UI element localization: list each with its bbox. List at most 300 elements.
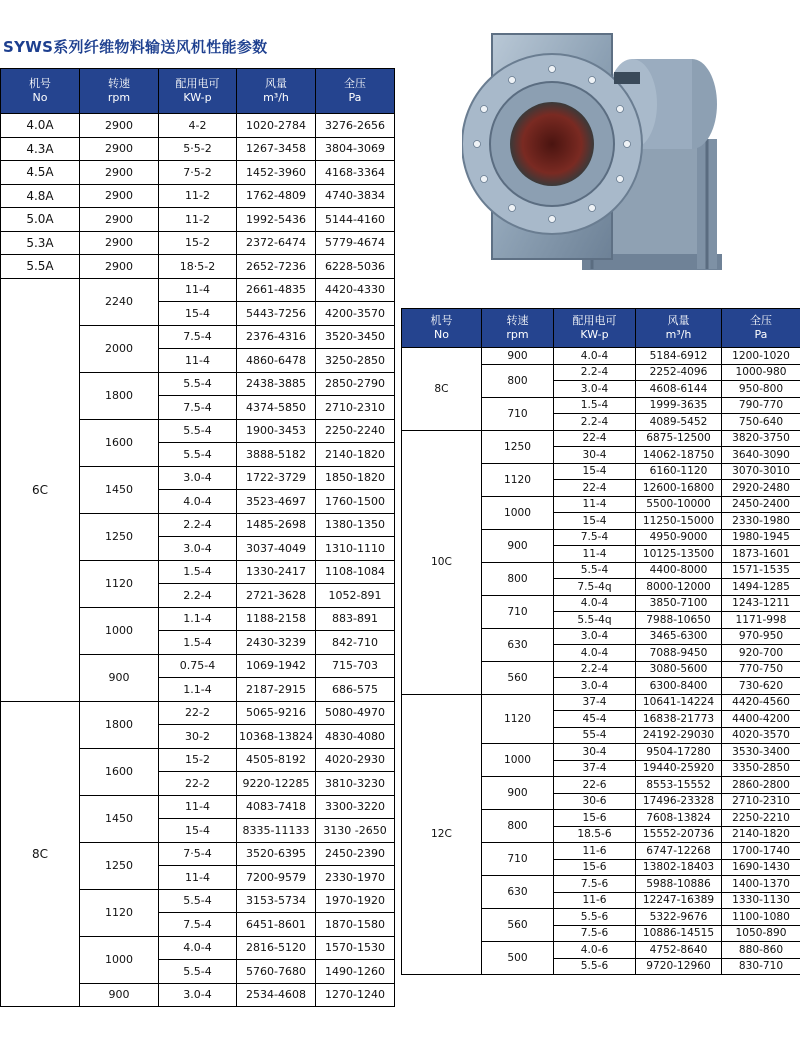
rpm-cell: 800 (482, 364, 554, 397)
motor-cell: 7.5-6 (554, 925, 636, 942)
rpm-cell: 1800 (80, 372, 159, 419)
pressure-cell: 1571-1535 (722, 562, 800, 579)
rpm-cell: 1000 (80, 936, 159, 983)
motor-cell: 7.5-4q (554, 579, 636, 596)
pressure-cell: 1700-1740 (722, 843, 800, 860)
pressure-cell: 1243-1211 (722, 595, 800, 612)
motor-cell: 5.5-6 (554, 958, 636, 975)
table-row (1, 208, 395, 232)
rpm-cell: 2900 (80, 137, 159, 161)
motor-cell: 15-2 (159, 231, 237, 255)
rpm-cell: 2900 (80, 255, 159, 279)
airflow-cell: 5443-7256 (237, 302, 316, 326)
pressure-cell: 2860-2800 (722, 777, 800, 794)
motor-cell: 11-4 (159, 795, 237, 819)
motor-cell: 3.0-4 (159, 537, 237, 561)
pressure-cell: 3276-2656 (316, 114, 395, 138)
rpm-cell: 1000 (80, 607, 159, 654)
motor-cell: 1.5-4 (159, 631, 237, 655)
motor-cell: 4.0-4 (554, 595, 636, 612)
airflow-cell: 4950-9000 (636, 529, 722, 546)
pressure-cell: 1050-890 (722, 925, 800, 942)
pressure-cell: 2140-1820 (316, 443, 395, 467)
pressure-cell: 1000-980 (722, 364, 800, 381)
motor-cell: 2.2-4 (554, 364, 636, 381)
airflow-cell: 4089-5452 (636, 414, 722, 431)
motor-cell: 2.2-4 (159, 584, 237, 608)
airflow-cell: 16838-21773 (636, 711, 722, 728)
motor-cell: 11-4 (159, 278, 237, 302)
motor-cell: 45-4 (554, 711, 636, 728)
airflow-cell: 9220-12285 (237, 772, 316, 796)
airflow-cell: 9720-12960 (636, 958, 722, 975)
pressure-cell: 3810-3230 (316, 772, 395, 796)
rpm-cell: 2900 (80, 161, 159, 185)
airflow-cell: 8553-15552 (636, 777, 722, 794)
airflow-cell: 13802-18403 (636, 859, 722, 876)
rpm-cell: 900 (482, 777, 554, 810)
pressure-cell: 4020-2930 (316, 748, 395, 772)
rpm-cell: 500 (482, 942, 554, 975)
motor-cell: 2.2-4 (554, 414, 636, 431)
motor-cell: 7.5-4 (159, 396, 237, 420)
airflow-cell: 2661-4835 (237, 278, 316, 302)
pressure-cell: 1200-1020 (722, 348, 800, 365)
motor-cell: 18·5-2 (159, 255, 237, 279)
pressure-cell: 5080-4970 (316, 701, 395, 725)
motor-cell: 5.5-6 (554, 909, 636, 926)
table-row (1, 184, 395, 208)
pressure-cell: 1171-998 (722, 612, 800, 629)
pressure-cell: 2250-2210 (722, 810, 800, 827)
airflow-cell: 1452-3960 (237, 161, 316, 185)
motor-cell: 2.2-4 (554, 661, 636, 678)
header-model: 机号 No (1, 69, 80, 114)
airflow-cell: 1330-2417 (237, 560, 316, 584)
pressure-cell: 730-620 (722, 678, 800, 695)
airflow-cell: 3080-5600 (636, 661, 722, 678)
motor-cell: 11-4 (159, 349, 237, 373)
header-rpm: 转速 rpm (80, 69, 159, 114)
airflow-cell: 4083-7418 (237, 795, 316, 819)
pressure-cell: 970-950 (722, 628, 800, 645)
airflow-cell: 7088-9450 (636, 645, 722, 662)
airflow-cell: 10641-14224 (636, 694, 722, 711)
pressure-cell: 6228-5036 (316, 255, 395, 279)
pressure-cell: 770-750 (722, 661, 800, 678)
pressure-cell: 3520-3450 (316, 325, 395, 349)
airflow-cell: 5988-10886 (636, 876, 722, 893)
rpm-cell: 710 (482, 397, 554, 430)
rpm-cell: 1600 (80, 419, 159, 466)
airflow-cell: 3465-6300 (636, 628, 722, 645)
pressure-cell: 2450-2400 (722, 496, 800, 513)
header-rpm: 转速 rpm (482, 309, 554, 348)
motor-cell: 5·5-2 (159, 137, 237, 161)
pressure-cell: 830-710 (722, 958, 800, 975)
model-cell: 5.5A (1, 255, 80, 279)
airflow-cell: 12247-16389 (636, 892, 722, 909)
rpm-cell: 900 (482, 529, 554, 562)
pressure-cell: 4420-4330 (316, 278, 395, 302)
model-cell: 4.0A (1, 114, 80, 138)
motor-cell: 22-4 (554, 430, 636, 447)
rpm-cell: 710 (482, 595, 554, 628)
motor-cell: 7.5-6 (554, 876, 636, 893)
airflow-cell: 1485-2698 (237, 513, 316, 537)
motor-cell: 5.5-4q (554, 612, 636, 629)
airflow-cell: 3850-7100 (636, 595, 722, 612)
rpm-cell: 1120 (80, 560, 159, 607)
airflow-cell: 5500-10000 (636, 496, 722, 513)
model-cell: 4.8A (1, 184, 80, 208)
pressure-cell: 1850-1820 (316, 466, 395, 490)
rpm-cell: 630 (482, 628, 554, 661)
motor-cell: 3.0-4 (159, 466, 237, 490)
motor-cell: 1.1-4 (159, 607, 237, 631)
airflow-cell: 2438-3885 (237, 372, 316, 396)
pressure-cell: 1052-891 (316, 584, 395, 608)
airflow-cell: 4752-8640 (636, 942, 722, 959)
pressure-cell: 2330-1980 (722, 513, 800, 530)
table-row (1, 114, 395, 138)
airflow-cell: 14062-18750 (636, 447, 722, 464)
pressure-cell: 1873-1601 (722, 546, 800, 563)
rpm-cell: 2240 (80, 278, 159, 325)
rpm-cell: 2900 (80, 208, 159, 232)
motor-cell: 11-4 (554, 546, 636, 563)
pressure-cell: 3300-3220 (316, 795, 395, 819)
rpm-cell: 2000 (80, 325, 159, 372)
pressure-cell: 3130 -2650 (316, 819, 395, 843)
motor-cell: 30-4 (554, 447, 636, 464)
pressure-cell: 715-703 (316, 654, 395, 678)
motor-cell: 22-2 (159, 701, 237, 725)
motor-cell: 3.0-4 (554, 381, 636, 398)
airflow-cell: 2430-3239 (237, 631, 316, 655)
rpm-cell: 2900 (80, 114, 159, 138)
motor-cell: 7.5-4 (159, 913, 237, 937)
pressure-cell: 880-860 (722, 942, 800, 959)
pressure-cell: 3070-3010 (722, 463, 800, 480)
airflow-cell: 2721-3628 (237, 584, 316, 608)
motor-cell: 11-6 (554, 843, 636, 860)
motor-cell: 7.5-4 (159, 325, 237, 349)
airflow-cell: 7200-9579 (237, 866, 316, 890)
rpm-cell: 900 (482, 348, 554, 365)
airflow-cell: 2376-4316 (237, 325, 316, 349)
airflow-cell: 6160-1120 (636, 463, 722, 480)
table-row (1, 137, 395, 161)
rpm-cell: 1120 (80, 889, 159, 936)
pressure-cell: 4740-3834 (316, 184, 395, 208)
motor-cell: 1.5-4 (554, 397, 636, 414)
pressure-cell: 1870-1580 (316, 913, 395, 937)
motor-cell: 5.5-4 (159, 372, 237, 396)
pressure-cell: 1570-1530 (316, 936, 395, 960)
header-airflow: 风量 m³/h (237, 69, 316, 114)
pressure-cell: 3804-3069 (316, 137, 395, 161)
pressure-cell: 790-770 (722, 397, 800, 414)
rpm-cell: 1120 (482, 463, 554, 496)
motor-cell: 30-6 (554, 793, 636, 810)
rpm-cell: 1000 (482, 496, 554, 529)
motor-cell: 15-4 (554, 513, 636, 530)
pressure-cell: 950-800 (722, 381, 800, 398)
airflow-cell: 1069-1942 (237, 654, 316, 678)
motor-cell: 15-6 (554, 810, 636, 827)
motor-cell: 22-6 (554, 777, 636, 794)
airflow-cell: 7988-10650 (636, 612, 722, 629)
rpm-cell: 1800 (80, 701, 159, 748)
motor-cell: 1.1-4 (159, 678, 237, 702)
pressure-cell: 4020-3570 (722, 727, 800, 744)
airflow-cell: 6300-8400 (636, 678, 722, 695)
airflow-cell: 3520-6395 (237, 842, 316, 866)
airflow-cell: 11250-15000 (636, 513, 722, 530)
rpm-cell: 2900 (80, 184, 159, 208)
airflow-cell: 1267-3458 (237, 137, 316, 161)
airflow-cell: 1900-3453 (237, 419, 316, 443)
motor-cell: 3.0-4 (554, 628, 636, 645)
pressure-cell: 883-891 (316, 607, 395, 631)
pressure-cell: 2710-2310 (722, 793, 800, 810)
table-row (1, 255, 395, 279)
airflow-cell: 3037-4049 (237, 537, 316, 561)
header-airflow: 风量 m³/h (636, 309, 722, 348)
pressure-cell: 1690-1430 (722, 859, 800, 876)
model-cell: 4.3A (1, 137, 80, 161)
pressure-cell: 3640-3090 (722, 447, 800, 464)
motor-cell: 11-4 (159, 866, 237, 890)
airflow-cell: 3888-5182 (237, 443, 316, 467)
table-header-row (1, 69, 395, 114)
pressure-cell: 4200-3570 (316, 302, 395, 326)
airflow-cell: 6875-12500 (636, 430, 722, 447)
airflow-cell: 6747-12268 (636, 843, 722, 860)
table-row (1, 161, 395, 185)
motor-cell: 15-4 (159, 302, 237, 326)
airflow-cell: 5184-6912 (636, 348, 722, 365)
airflow-cell: 3523-4697 (237, 490, 316, 514)
airflow-cell: 2652-7236 (237, 255, 316, 279)
motor-cell: 2.2-4 (159, 513, 237, 537)
header-pressure: 全压 Pa (316, 69, 395, 114)
model-cell: 5.3A (1, 231, 80, 255)
motor-cell: 4.0-4 (159, 936, 237, 960)
motor-cell: 30-4 (554, 744, 636, 761)
motor-cell: 4.0-4 (554, 645, 636, 662)
motor-cell: 22-4 (554, 480, 636, 497)
airflow-cell: 9504-17280 (636, 744, 722, 761)
motor-cell: 4-2 (159, 114, 237, 138)
airflow-cell: 12600-16800 (636, 480, 722, 497)
airflow-cell: 5322-9676 (636, 909, 722, 926)
rpm-cell: 1250 (80, 842, 159, 889)
pressure-cell: 4168-3364 (316, 161, 395, 185)
table-row (1, 231, 395, 255)
table-row (402, 694, 800, 711)
rpm-cell: 1450 (80, 466, 159, 513)
motor-cell: 37-4 (554, 760, 636, 777)
pressure-cell: 2710-2310 (316, 396, 395, 420)
rpm-cell: 710 (482, 843, 554, 876)
page-title: SYWS系列纤维物料输送风机性能参数 (3, 38, 268, 56)
motor-cell: 0.75-4 (159, 654, 237, 678)
model-cell: 8C (1, 701, 80, 1007)
rpm-cell: 1250 (80, 513, 159, 560)
airflow-cell: 10886-14515 (636, 925, 722, 942)
model-cell: 12C (402, 694, 482, 975)
airflow-cell: 2534-4608 (237, 983, 316, 1007)
pressure-cell: 920-700 (722, 645, 800, 662)
rpm-cell: 1600 (80, 748, 159, 795)
pressure-cell: 4420-4560 (722, 694, 800, 711)
airflow-cell: 24192-29030 (636, 727, 722, 744)
pressure-cell: 1760-1500 (316, 490, 395, 514)
airflow-cell: 3153-5734 (237, 889, 316, 913)
table-row (1, 701, 395, 725)
airflow-cell: 1762-4809 (237, 184, 316, 208)
rpm-cell: 2900 (80, 231, 159, 255)
rpm-cell: 560 (482, 909, 554, 942)
motor-cell: 5.5-4 (159, 443, 237, 467)
pressure-cell: 4400-4200 (722, 711, 800, 728)
airflow-cell: 2252-4096 (636, 364, 722, 381)
motor-cell: 15-6 (554, 859, 636, 876)
pressure-cell: 5144-4160 (316, 208, 395, 232)
pressure-cell: 1108-1084 (316, 560, 395, 584)
rpm-cell: 1450 (80, 795, 159, 842)
right-spec-table (401, 308, 800, 975)
motor-cell: 5.5-4 (159, 419, 237, 443)
airflow-cell: 2187-2915 (237, 678, 316, 702)
motor-cell: 55-4 (554, 727, 636, 744)
motor-cell: 1.5-4 (159, 560, 237, 584)
rpm-cell: 1120 (482, 694, 554, 744)
airflow-cell: 2816-5120 (237, 936, 316, 960)
motor-cell: 37-4 (554, 694, 636, 711)
rpm-cell: 630 (482, 876, 554, 909)
motor-cell: 3.0-4 (554, 678, 636, 695)
airflow-cell: 4505-8192 (237, 748, 316, 772)
airflow-cell: 6451-8601 (237, 913, 316, 937)
airflow-cell: 7608-13824 (636, 810, 722, 827)
table-row (402, 430, 800, 447)
pressure-cell: 1400-1370 (722, 876, 800, 893)
airflow-cell: 5760-7680 (237, 960, 316, 984)
motor-cell: 18.5-6 (554, 826, 636, 843)
rpm-cell: 900 (80, 983, 159, 1007)
pressure-cell: 1980-1945 (722, 529, 800, 546)
motor-cell: 11-4 (554, 496, 636, 513)
airflow-cell: 4400-8000 (636, 562, 722, 579)
motor-cell: 4.0-6 (554, 942, 636, 959)
airflow-cell: 4374-5850 (237, 396, 316, 420)
motor-cell: 4.0-4 (159, 490, 237, 514)
table-row (1, 278, 395, 302)
airflow-cell: 2372-6474 (237, 231, 316, 255)
pressure-cell: 686-575 (316, 678, 395, 702)
motor-cell: 7·5-2 (159, 161, 237, 185)
motor-cell: 5.5-4 (159, 960, 237, 984)
airflow-cell: 4608-6144 (636, 381, 722, 398)
pressure-cell: 1970-1920 (316, 889, 395, 913)
pressure-cell: 3350-2850 (722, 760, 800, 777)
pressure-cell: 3820-3750 (722, 430, 800, 447)
airflow-cell: 1999-3635 (636, 397, 722, 414)
pressure-cell: 4830-4080 (316, 725, 395, 749)
motor-cell: 15-2 (159, 748, 237, 772)
pressure-cell: 5779-4674 (316, 231, 395, 255)
motor-cell: 11-6 (554, 892, 636, 909)
pressure-cell: 1100-1080 (722, 909, 800, 926)
motor-cell: 5.5-4 (159, 889, 237, 913)
rpm-cell: 1250 (482, 430, 554, 463)
motor-cell: 11-2 (159, 208, 237, 232)
airflow-cell: 8000-12000 (636, 579, 722, 596)
pressure-cell: 1490-1260 (316, 960, 395, 984)
model-cell: 4.5A (1, 161, 80, 185)
motor-cell: 7.5-4 (554, 529, 636, 546)
airflow-cell: 8335-11133 (237, 819, 316, 843)
header-model: 机号 No (402, 309, 482, 348)
model-cell: 10C (402, 430, 482, 694)
airflow-cell: 19440-25920 (636, 760, 722, 777)
model-cell: 6C (1, 278, 80, 701)
centrifugal-fan-image (462, 14, 727, 294)
rpm-cell: 800 (482, 810, 554, 843)
rpm-cell: 900 (80, 654, 159, 701)
pressure-cell: 2450-2390 (316, 842, 395, 866)
pressure-cell: 2850-2790 (316, 372, 395, 396)
table-row (402, 348, 800, 365)
pressure-cell: 2140-1820 (722, 826, 800, 843)
airflow-cell: 15552-20736 (636, 826, 722, 843)
pressure-cell: 842-710 (316, 631, 395, 655)
model-cell: 8C (402, 348, 482, 431)
pressure-cell: 2330-1970 (316, 866, 395, 890)
motor-cell: 22-2 (159, 772, 237, 796)
pressure-cell: 750-640 (722, 414, 800, 431)
airflow-cell: 1722-3729 (237, 466, 316, 490)
motor-cell: 3.0-4 (159, 983, 237, 1007)
motor-cell: 7·5-4 (159, 842, 237, 866)
airflow-cell: 10368-13824 (237, 725, 316, 749)
left-spec-table (0, 68, 395, 1007)
motor-cell: 11-2 (159, 184, 237, 208)
rpm-cell: 1000 (482, 744, 554, 777)
rpm-cell: 800 (482, 562, 554, 595)
pressure-cell: 3250-2850 (316, 349, 395, 373)
airflow-cell: 1188-2158 (237, 607, 316, 631)
header-pressure: 全压 Pa (722, 309, 800, 348)
pressure-cell: 1494-1285 (722, 579, 800, 596)
pressure-cell: 3530-3400 (722, 744, 800, 761)
pressure-cell: 1310-1110 (316, 537, 395, 561)
motor-cell: 5.5-4 (554, 562, 636, 579)
airflow-cell: 17496-23328 (636, 793, 722, 810)
header-motor: 配用电可 KW-p (554, 309, 636, 348)
rpm-cell: 560 (482, 661, 554, 694)
airflow-cell: 4860-6478 (237, 349, 316, 373)
header-motor: 配用电可 KW-p (159, 69, 237, 114)
airflow-cell: 10125-13500 (636, 546, 722, 563)
motor-cell: 15-4 (554, 463, 636, 480)
table-header-row (402, 309, 800, 348)
pressure-cell: 1270-1240 (316, 983, 395, 1007)
airflow-cell: 1020-2784 (237, 114, 316, 138)
